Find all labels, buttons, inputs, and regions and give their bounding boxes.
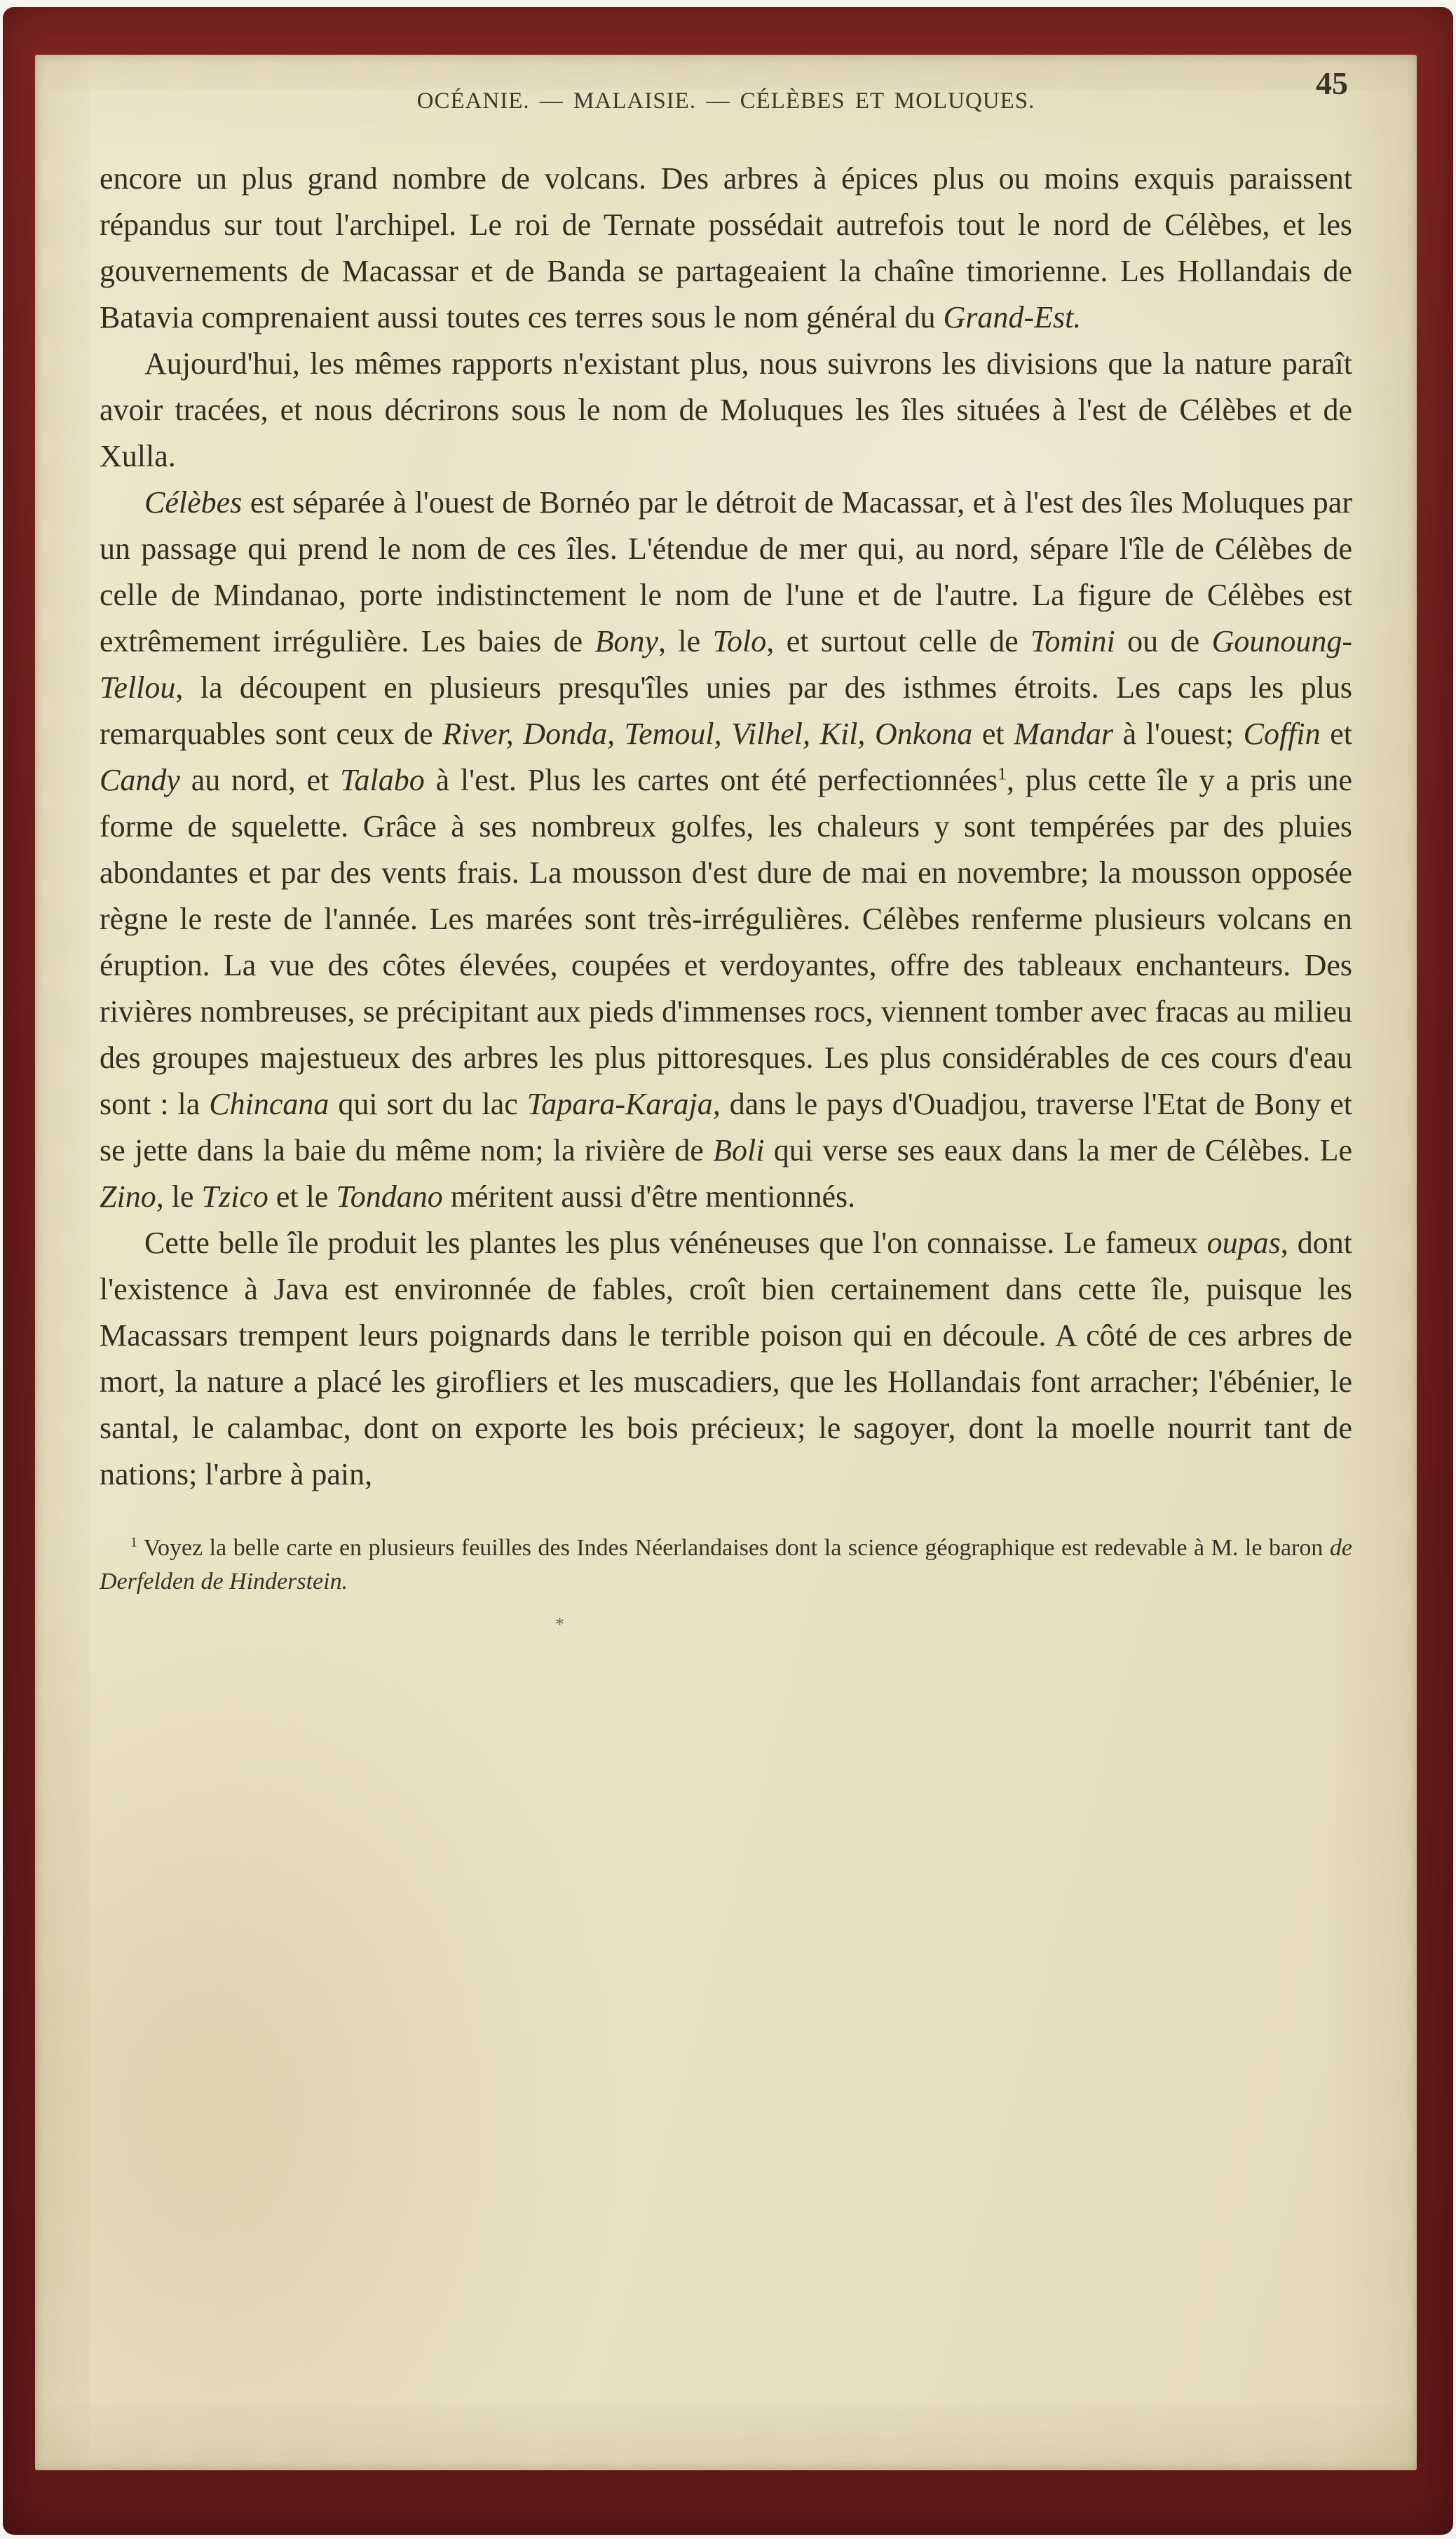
page-content [100,65,1353,1635]
text-run: dans le pays d'Ouadjou, traverse l'Etat de Bony et se jette dans la baie du même nom; la rivière de [100,1087,1352,1167]
text-run: , et surtout celle de [766,624,1031,658]
text-run: ou de [1115,624,1212,658]
footnote [100,1531,1352,1599]
text-run: , dont l'existence à Java est environnée de fables, croît bien certainement dans cette île, puisque les Macassars trempent leurs poignards dans le terrible poison qui en découle. A côté de ces arbres de mort, la nature a placé les girofliers et les muscadiers, que les Hollandais font arracher; l'ébénier, le santal, le calambac, dont on exporte les bois précieux; le sagoyer, dont la moelle nourrit tant de nations; l'arbre à pain, [100,1226,1352,1491]
paragraph [100,341,1352,480]
text-run: , le [658,624,713,658]
italic-text: Mandar [1014,717,1114,751]
paragraph [100,1220,1352,1498]
text-run: à l'ouest; [1113,717,1244,751]
italic-text: de Derfelden de Hinderstein. [100,1535,1352,1595]
body-paragraphs [100,156,1352,1498]
page-number: 45 [1316,65,1348,101]
italic-text: Chincana [209,1087,329,1121]
italic-text: Tolo [712,624,767,658]
book-page [35,55,1417,2470]
italic-text: Grand-Est. [943,300,1082,334]
italic-text: Tzico [201,1179,268,1214]
italic-text: Boli [713,1133,765,1167]
italic-text: Talabo [340,763,425,797]
text-run: , le [156,1179,202,1214]
text-run: Aujourd'hui, les mêmes rapports n'existant plus, nous suivrons les divisions que la nature paraît avoir tracées, et nous décrirons sous le nom de Moluques les îles situées à l'est de Célèbes et de Xulla. [100,346,1352,473]
text-run: est séparée à l'ouest de Bornéo par le détroit de Macassar, et à l'est des îles Moluques par un passage qui prend le nom de ces îles. L'étendue de mer qui, au nord, sépare l'île de Célèbes de celle de Mindanao, porte indistinctement le nom de l'une et de l'autre. La figure de Célèbes est extrêmement irrégulière. Les baies de [100,485,1352,658]
text-run: qui verse ses eaux dans la mer de Célèbes. Le [764,1133,1352,1167]
text-run: , plus cette île y a pris une forme de squelette. Grâce à ses nombreux golfes, les chaleurs y sont tempérées par des pluies abondantes et par des vents frais. La mousson d'est dure de mai en novembre; la mousson opposée règne le reste de l'année. Les marées sont très-irrégulières. Célèbes renferme plusieurs volcans en éruption. La vue des côtes élevées, coupées et verdoyantes, offre des tableaux enchanteurs. Des rivières nombreuses, se précipitant aux pieds d'immenses rocs, viennent tomber avec fracas au milieu des groupes majestueux des arbres les plus pittoresques. Les plus considérables de ces cours d'eau sont : la [100,763,1353,1121]
text-run: encore un plus grand nombre de volcans. Des arbres à épices plus ou moins exquis paraissent répandus sur tout l'archipel. Le roi de Ternate possédait autrefois tout le nord de Célèbes, et les gouvernements de Macassar et de Banda se partageaient la chaîne timorienne. Les Hollandais de Batavia comprenaient aussi toutes ces terres sous le nom général du [100,161,1352,334]
italic-text: Tondano [336,1179,443,1214]
text-run: qui sort du lac [329,1087,527,1121]
italic-text: oupas [1206,1226,1281,1260]
text-run: au nord, et [179,763,341,797]
text-run: et [1320,717,1352,751]
italic-text: Coffin [1243,717,1321,751]
italic-text: Célèbes [144,485,243,520]
footnote-text [100,1531,1352,1599]
footnote-reference: 1 [130,1534,137,1550]
text-run: , la découpent en plusieurs presqu'îles unies par des isthmes étroits. Les caps les plus remarquables sont ceux de [100,670,1352,751]
running-title: OCÉANIE. — MALAISIE. — CÉLÈBES ET MOLUQUES. [416,88,1035,114]
text-run: à l'est. Plus les cartes ont été perfectionnées [424,763,998,797]
text-run: méritent aussi d'être mentionnés. [442,1179,856,1214]
paragraph [100,156,1352,341]
italic-text: Tomini [1030,624,1115,658]
text-run: Cette belle île produit les plantes les plus vénéneuses que l'on connaisse. Le fameux [144,1226,1207,1260]
italic-text: Gounoung-Tellou [100,624,1352,705]
footnote-reference: 1 [998,763,1007,784]
paragraph [100,480,1352,1220]
italic-text: River, Donda, Temoul, Vilhel, Kil, Onkona [442,717,973,751]
italic-text: Candy [100,763,180,797]
text-run: Voyez la belle carte en plusieurs feuilles des Indes Néerlandaises dont la science géographique est redevable à M. le baron [137,1535,1330,1561]
italic-text: Tapara-Karaja, [526,1087,721,1121]
italic-text: Bony [594,624,658,658]
text-run: et [972,717,1014,751]
italic-text: Zino [100,1179,156,1214]
text-run: et le [268,1179,336,1214]
page-header [100,65,1352,132]
ink-mark: * [555,1614,564,1634]
